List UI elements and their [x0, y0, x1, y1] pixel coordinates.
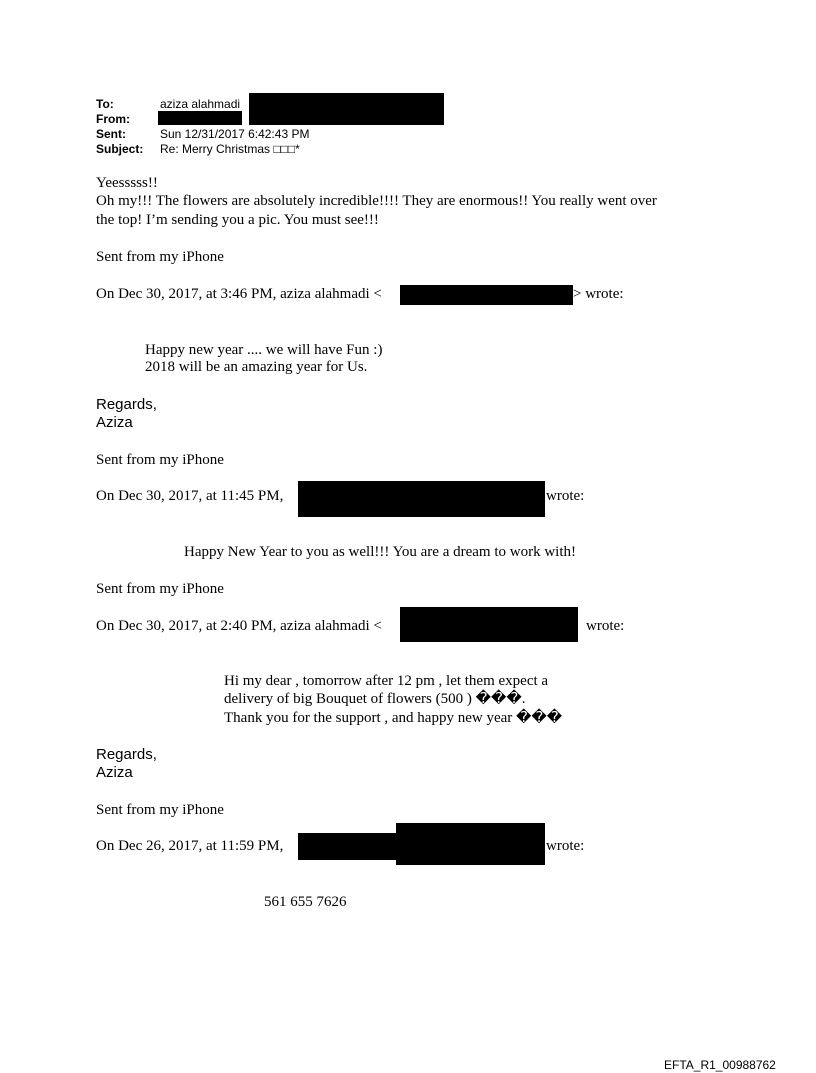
- redaction-block: [298, 481, 545, 517]
- sent-label: Sent:: [96, 127, 126, 141]
- signature-line: Sent from my iPhone: [96, 802, 224, 818]
- from-label: From:: [96, 112, 130, 126]
- redaction-block: [158, 111, 242, 125]
- quote-body-line: Hi my dear , tomorrow after 12 pm , let them expect a: [224, 673, 549, 689]
- subject-value: Re: Merry Christmas □□□*: [160, 142, 300, 156]
- redaction-block: [400, 607, 578, 642]
- to-label: To:: [96, 97, 114, 111]
- to-value: aziza alahmadi: [160, 97, 241, 111]
- quote-intro: On Dec 26, 2017, at 11:59 PM,: [96, 838, 284, 854]
- redaction-block: [298, 833, 396, 860]
- sent-value: Sun 12/31/2017 6:42:43 PM: [160, 127, 310, 141]
- regards-text: Regards,: [96, 396, 157, 413]
- document-id: EFTA_R1_00988762: [664, 1058, 776, 1072]
- subject-label: Subject:: [96, 142, 144, 156]
- quote-body-line: delivery of big Bouquet of flowers (500 ) ���.: [224, 691, 526, 707]
- quote-body-line: 2018 will be an amazing year for Us.: [145, 359, 368, 375]
- phone-number: 561 655 7626: [264, 894, 347, 910]
- reply-line: Yeesssss!!: [96, 175, 158, 191]
- redaction-block: [396, 823, 545, 865]
- quote-intro: On Dec 30, 2017, at 2:40 PM, aziza alahmadi <: [96, 618, 382, 634]
- redaction-block: [249, 93, 444, 125]
- quote-body-line: Happy new year .... we will have Fun :): [145, 342, 383, 358]
- redaction-block: [400, 285, 573, 305]
- quote-body-line: Happy New Year to you as well!!! You are a dream to work with!: [184, 544, 576, 560]
- quote-intro: On Dec 30, 2017, at 3:46 PM, aziza alahmadi <: [96, 286, 382, 302]
- quote-intro: On Dec 30, 2017, at 11:45 PM,: [96, 488, 284, 504]
- quote-intro-suffix: wrote:: [586, 618, 625, 634]
- sender-name: Aziza: [96, 414, 133, 431]
- signature-line: Sent from my iPhone: [96, 581, 224, 597]
- reply-line: the top! I’m sending you a pic. You must see!!!: [96, 212, 379, 228]
- signature-line: Sent from my iPhone: [96, 249, 224, 265]
- regards-text: Regards,: [96, 746, 157, 763]
- reply-line: Oh my!!! The flowers are absolutely incredible!!!! They are enormous!! You really went over: [96, 193, 657, 209]
- quote-intro-suffix: wrote:: [546, 488, 585, 504]
- quote-intro-suffix: > wrote:: [573, 286, 624, 302]
- quote-intro-suffix: wrote:: [546, 838, 585, 854]
- quote-body-line: Thank you for the support , and happy new year ���: [224, 710, 563, 726]
- sender-name: Aziza: [96, 764, 133, 781]
- signature-line: Sent from my iPhone: [96, 452, 224, 468]
